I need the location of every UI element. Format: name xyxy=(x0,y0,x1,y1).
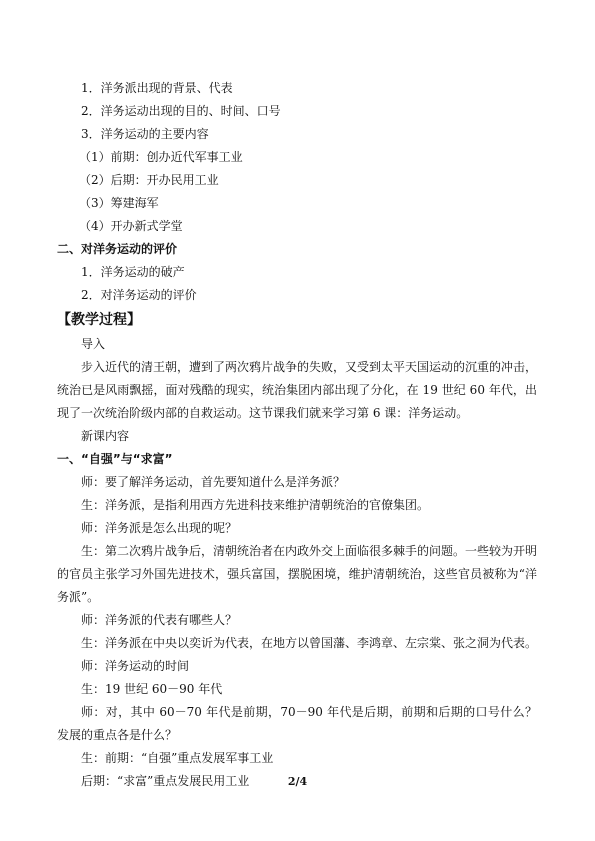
dialogue-line-11: 后期：“求富”重点发展民用工业 xyxy=(81,774,250,788)
outline-subitem-4: （4）开办新式学堂 xyxy=(79,219,183,233)
outline-subitem-1: （1）前期：创办近代军事工业 xyxy=(79,150,243,164)
dialogue-line-10: 生：前期：“自强”重点发展军事工业 xyxy=(81,751,274,765)
dialogue-line-5: 师：洋务派的代表有哪些人？ xyxy=(81,613,238,627)
dialogue-line-4: 生：第二次鸦片战争后，清朝统治者在内政外交上面临很多棘手的问题。一些较为开明的官员主张学习外国先进技术，强兵富国，摆脱困境，维护清朝统治，这些官员被称为“洋务派”。 xyxy=(57,544,538,604)
intro-label: 导入 xyxy=(81,337,106,351)
section-2-item-2: 2．对洋务运动的评价 xyxy=(81,288,197,302)
intro-paragraph: 步入近代的清王朝，遭到了两次鸦片战争的失败，又受到太平天国运动的沉重的冲击，统治已是风雨飘摇，面对残酷的现实，统治集团内部出现了分化，在 19 世纪 60 年代，出现了一次统治阶级内部的自救运动。这节课我们就来学习第 6 课：洋务运动。 xyxy=(57,360,538,420)
dialogue-line-8: 生：19 世纪 60－90 年代 xyxy=(81,682,223,696)
section-1-heading: 一、“自强”与“求富” xyxy=(57,452,173,466)
dialogue-line-9: 师：对，其中 60－70 年代是前期，70－90 年代是后期，前期和后期的口号什么？发展的重点各是什么？ xyxy=(57,705,537,742)
outline-subitem-2: （2）后期：开办民用工业 xyxy=(79,173,219,187)
new-content-label: 新课内容 xyxy=(81,429,130,443)
dialogue-line-2: 生：洋务派，是指利用西方先进科技来维护清朝统治的官僚集团。 xyxy=(81,498,430,512)
outline-item-2: 2．洋务运动出现的目的、时间、口号 xyxy=(81,104,281,118)
dialogue-line-3: 师：洋务派是怎么出现的呢？ xyxy=(81,521,238,535)
outline-item-3: 3．洋务运动的主要内容 xyxy=(81,127,209,141)
outline-item-1: 1．洋务派出现的背景、代表 xyxy=(81,81,233,95)
page-number: 2/4 xyxy=(287,775,308,788)
outline-subitem-3: （3）筹建海军 xyxy=(79,196,159,210)
section-2-item-1: 1．洋务运动的破产 xyxy=(81,265,185,279)
dialogue-line-1: 师：要了解洋务运动，首先要知道什么是洋务派？ xyxy=(81,475,346,489)
page-content xyxy=(57,77,537,793)
dialogue-line-7: 师：洋务运动的时间 xyxy=(81,659,190,673)
dialogue-line-6: 生：洋务派在中央以奕䜣为代表，在地方以曾国藩、李鸿章、左宗棠、张之洞为代表。 xyxy=(81,636,538,650)
teaching-process-heading: 【教学过程】 xyxy=(57,312,141,328)
section-2-heading: 二、对洋务运动的评价 xyxy=(57,242,178,256)
